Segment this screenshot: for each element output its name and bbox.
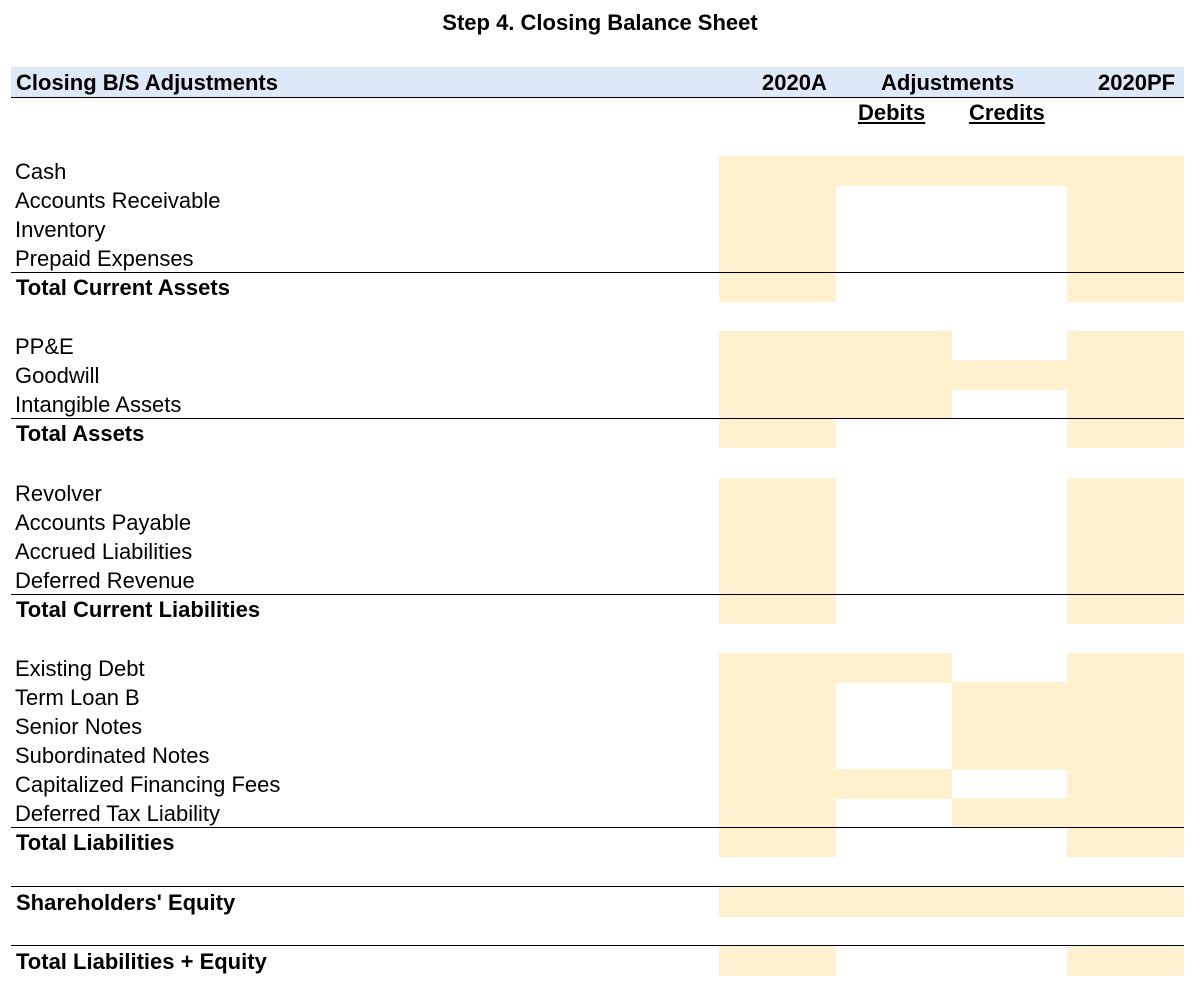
row-label-existing-debt: Existing Debt xyxy=(15,656,145,681)
row-label-total-liabilities-equity: Total Liabilities + Equity xyxy=(16,949,267,974)
cell-2020a-total-le[interactable] xyxy=(719,946,836,976)
cell-2020a-noncurrent-assets[interactable] xyxy=(719,331,836,448)
row-label-capitalized-financing-fees: Capitalized Financing Fees xyxy=(15,772,281,797)
divider-assets xyxy=(11,418,1184,419)
cell-2020a-current-liabilities[interactable] xyxy=(719,478,836,624)
header-adjustments: Adjustments xyxy=(881,70,1015,95)
row-label-total-current-liabilities: Total Current Liabilities xyxy=(16,597,261,622)
cell-credit-goodwill[interactable] xyxy=(952,360,1067,390)
row-label-accounts-payable: Accounts Payable xyxy=(15,510,192,535)
subheader-credits: Credits xyxy=(969,100,1045,125)
cell-debit-cash[interactable] xyxy=(836,156,952,186)
cell-2020pf-current-assets[interactable] xyxy=(1067,156,1184,302)
divider-current-liabilities xyxy=(11,594,1184,595)
cell-credit-deferred-tax[interactable] xyxy=(952,798,1067,828)
row-label-senior-notes: Senior Notes xyxy=(15,714,143,739)
cell-2020a-current-assets[interactable] xyxy=(719,156,836,302)
row-label-intangible-assets: Intangible Assets xyxy=(15,392,182,417)
cell-debit-financing-fees[interactable] xyxy=(836,769,952,799)
row-label-total-current-assets: Total Current Assets xyxy=(16,275,230,300)
row-label-cash: Cash xyxy=(15,159,67,184)
row-label-total-assets: Total Assets xyxy=(16,421,145,446)
header-label: Closing B/S Adjustments xyxy=(16,70,278,95)
page-title: Step 4. Closing Balance Sheet xyxy=(442,10,758,35)
divider-equity xyxy=(11,886,1184,887)
cell-credit-equity[interactable] xyxy=(952,887,1067,917)
divider-current-assets xyxy=(11,272,1184,273)
row-label-ppe: PP&E xyxy=(15,334,74,359)
cell-debit-existing-debt[interactable] xyxy=(836,653,952,683)
subheader-debits: Debits xyxy=(858,100,926,125)
row-label-revolver: Revolver xyxy=(15,481,102,506)
row-label-term-loan-b: Term Loan B xyxy=(15,685,140,710)
row-label-accounts-receivable: Accounts Receivable xyxy=(15,188,221,213)
row-label-goodwill: Goodwill xyxy=(15,363,100,388)
cell-2020pf-equity[interactable] xyxy=(1067,887,1184,917)
row-label-shareholders-equity: Shareholders' Equity xyxy=(16,890,236,915)
cell-credit-cash[interactable] xyxy=(952,156,1067,186)
row-label-inventory: Inventory xyxy=(15,217,106,242)
header-2020pf: 2020PF xyxy=(1098,70,1176,95)
divider-liabilities xyxy=(11,827,1184,828)
divider-total-le xyxy=(11,945,1184,946)
cell-2020pf-noncurrent-assets[interactable] xyxy=(1067,331,1184,448)
row-label-total-liabilities: Total Liabilities xyxy=(16,830,175,855)
row-label-prepaid-expenses: Prepaid Expenses xyxy=(15,246,194,271)
row-label-deferred-tax-liability: Deferred Tax Liability xyxy=(15,801,221,826)
cell-debit-ppe-goodwill-intangibles[interactable] xyxy=(836,331,952,419)
cell-2020pf-total-le[interactable] xyxy=(1067,946,1184,976)
row-label-subordinated-notes: Subordinated Notes xyxy=(15,743,210,768)
header-2020a: 2020A xyxy=(762,70,827,95)
cell-credit-new-debt[interactable] xyxy=(952,682,1067,770)
row-label-accrued-liabilities: Accrued Liabilities xyxy=(15,539,193,564)
cell-2020a-equity[interactable] xyxy=(719,887,836,917)
cell-2020pf-current-liabilities[interactable] xyxy=(1067,478,1184,624)
cell-debit-equity[interactable] xyxy=(836,887,952,917)
row-label-deferred-revenue: Deferred Revenue xyxy=(15,568,195,593)
